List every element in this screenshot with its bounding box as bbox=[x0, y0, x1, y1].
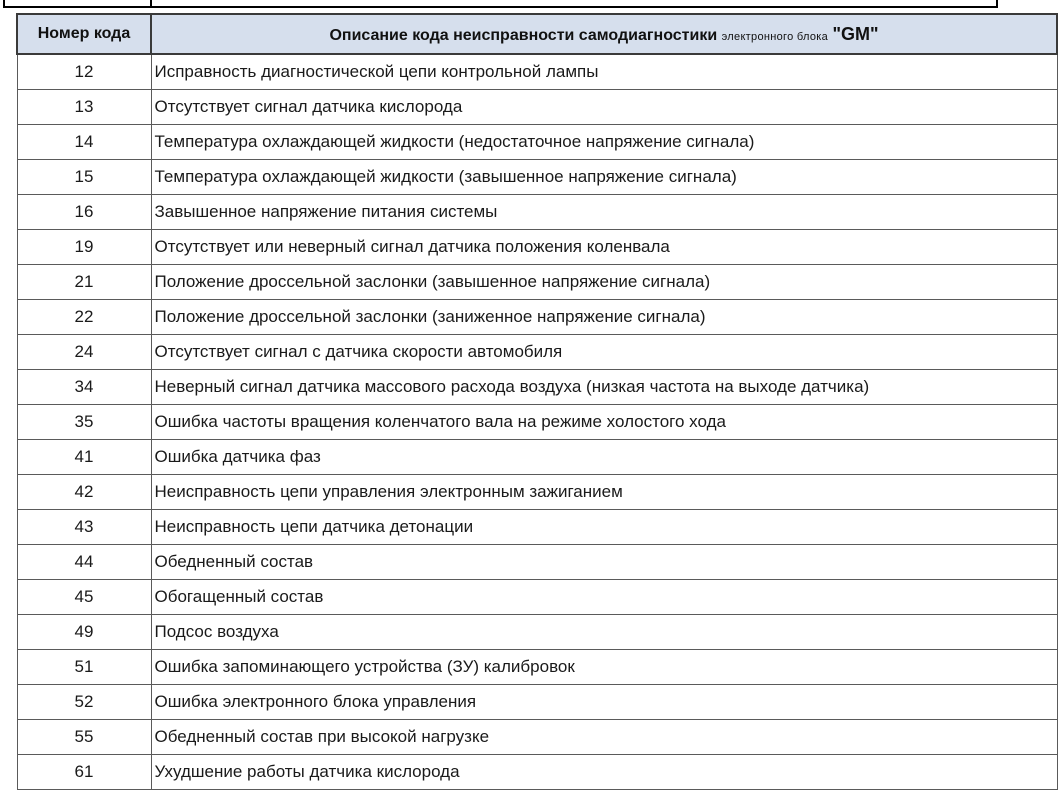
code-cell: 42 bbox=[17, 475, 151, 510]
table-row bbox=[17, 510, 1057, 545]
table-row bbox=[17, 90, 1057, 125]
code-cell: 45 bbox=[17, 580, 151, 615]
description-cell: Ухудшение работы датчика кислорода bbox=[151, 755, 1057, 790]
description-cell: Обедненный состав bbox=[151, 545, 1057, 580]
top-frame-divider bbox=[150, 0, 152, 8]
header-row bbox=[17, 14, 1057, 54]
header-desc-small: электронного блока bbox=[721, 30, 829, 43]
table-row bbox=[17, 370, 1057, 405]
code-cell: 13 bbox=[17, 90, 151, 125]
table-row bbox=[17, 195, 1057, 230]
description-cell: Неисправность цепи датчика детонации bbox=[151, 510, 1057, 545]
table-row bbox=[17, 580, 1057, 615]
table-row bbox=[17, 230, 1057, 265]
description-cell: Положение дроссельной заслонки (завышенное напряжение сигнала) bbox=[151, 265, 1057, 300]
description-cell: Ошибка датчика фаз bbox=[151, 440, 1057, 475]
code-cell: 15 bbox=[17, 160, 151, 195]
description-cell: Обогащенный состав bbox=[151, 580, 1057, 615]
description-cell: Температура охлаждающей жидкости (недостаточное напряжение сигнала) bbox=[151, 125, 1057, 160]
description-cell: Неверный сигнал датчика массового расхода воздуха (низкая частота на выходе датчика) bbox=[151, 370, 1057, 405]
code-cell: 22 bbox=[17, 300, 151, 335]
table-row bbox=[17, 650, 1057, 685]
table-row bbox=[17, 685, 1057, 720]
code-cell: 21 bbox=[17, 265, 151, 300]
code-cell: 49 bbox=[17, 615, 151, 650]
table-row bbox=[17, 440, 1057, 475]
code-cell: 61 bbox=[17, 755, 151, 790]
table-row bbox=[17, 405, 1057, 440]
code-cell: 24 bbox=[17, 335, 151, 370]
code-cell: 35 bbox=[17, 405, 151, 440]
header-code: Номер кода bbox=[17, 14, 151, 54]
description-cell: Ошибка электронного блока управления bbox=[151, 685, 1057, 720]
code-cell: 12 bbox=[17, 54, 151, 90]
description-cell: Положение дроссельной заслонки (заниженное напряжение сигнала) bbox=[151, 300, 1057, 335]
table-row bbox=[17, 475, 1057, 510]
table-row bbox=[17, 720, 1057, 755]
header-desc-brand: "GM" bbox=[832, 23, 879, 44]
code-cell: 52 bbox=[17, 685, 151, 720]
code-cell: 43 bbox=[17, 510, 151, 545]
description-cell: Ошибка частоты вращения коленчатого вала на режиме холостого хода bbox=[151, 405, 1057, 440]
code-cell: 44 bbox=[17, 545, 151, 580]
header-desc-main: Описание кода неисправности самодиагностики bbox=[329, 26, 718, 44]
table-row bbox=[17, 335, 1057, 370]
code-cell: 19 bbox=[17, 230, 151, 265]
description-cell: Обедненный состав при высокой нагрузке bbox=[151, 720, 1057, 755]
table-row bbox=[17, 265, 1057, 300]
code-cell: 14 bbox=[17, 125, 151, 160]
description-cell: Подсос воздуха bbox=[151, 615, 1057, 650]
code-cell: 51 bbox=[17, 650, 151, 685]
description-cell: Отсутствует сигнал с датчика скорости автомобиля bbox=[151, 335, 1057, 370]
description-cell: Исправность диагностической цепи контрольной лампы bbox=[151, 54, 1057, 90]
table-row bbox=[17, 755, 1057, 790]
description-cell: Ошибка запоминающего устройства (ЗУ) калибровок bbox=[151, 650, 1057, 685]
code-cell: 34 bbox=[17, 370, 151, 405]
code-cell: 16 bbox=[17, 195, 151, 230]
table-row bbox=[17, 615, 1057, 650]
code-cell: 41 bbox=[17, 440, 151, 475]
description-cell: Завышенное напряжение питания системы bbox=[151, 195, 1057, 230]
description-cell: Температура охлаждающей жидкости (завышенное напряжение сигнала) bbox=[151, 160, 1057, 195]
error-codes-table bbox=[16, 13, 1058, 790]
description-cell: Отсутствует или неверный сигнал датчика положения коленвала bbox=[151, 230, 1057, 265]
header-description bbox=[151, 14, 1057, 54]
table-row bbox=[17, 300, 1057, 335]
table-row bbox=[17, 54, 1057, 90]
code-cell: 55 bbox=[17, 720, 151, 755]
table-row bbox=[17, 125, 1057, 160]
table-row bbox=[17, 545, 1057, 580]
table-row bbox=[17, 160, 1057, 195]
top-frame-fragment bbox=[3, 0, 998, 8]
description-cell: Отсутствует сигнал датчика кислорода bbox=[151, 90, 1057, 125]
description-cell: Неисправность цепи управления электронным зажиганием bbox=[151, 475, 1057, 510]
